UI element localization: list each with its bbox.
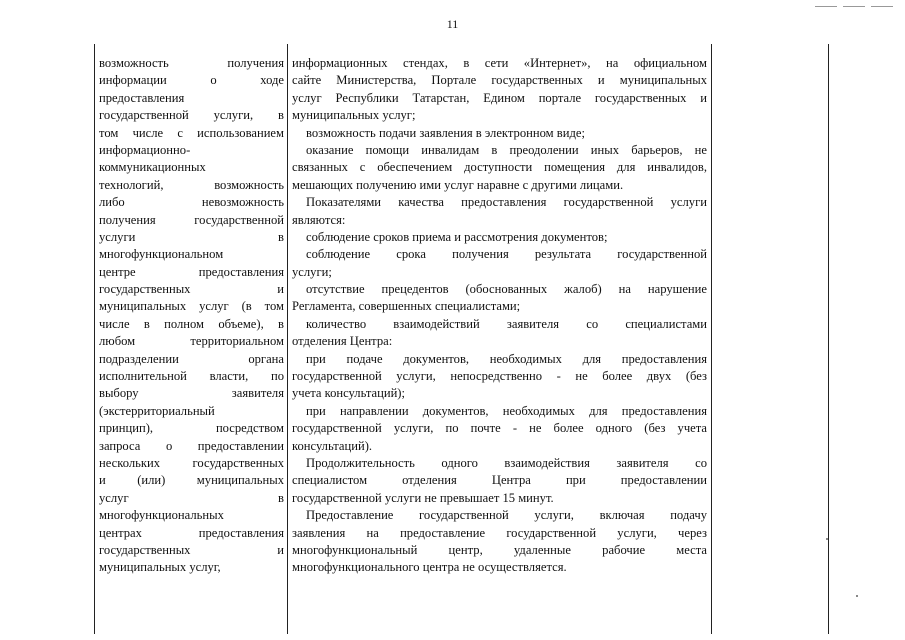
- text-line: муниципальных услуг;: [292, 108, 416, 123]
- text-line: любом территориальном: [99, 334, 284, 349]
- text-line: являются:: [292, 212, 346, 227]
- text-line: государственной услуги не превышает 15 минут.: [292, 490, 554, 505]
- text-line: многофункциональный центр, удаленные рабочие места: [292, 542, 707, 557]
- text-line: числе в полном объеме), в: [99, 316, 284, 331]
- text-line: информационно-: [99, 142, 191, 157]
- text-line: выбору заявителя: [99, 386, 284, 401]
- text-line: при подаче документов, необходимых для предоставления: [306, 351, 707, 366]
- text-line: многофункциональных: [99, 508, 224, 523]
- text-line: отделения Центра:: [292, 334, 393, 349]
- page-number: 11: [446, 17, 459, 31]
- text-line: услуг в: [99, 490, 284, 505]
- text-line: нескольких государственных: [99, 455, 284, 470]
- text-line: технологий, возможность: [99, 177, 284, 192]
- text-line: Предоставление государственной услуги, включая подачу: [306, 508, 707, 523]
- text-line: при направлении документов, необходимых для предоставления: [306, 403, 707, 418]
- text-line: государственных и: [99, 542, 284, 557]
- text-line: предоставления: [99, 90, 185, 105]
- text-line: центрах предоставления: [99, 525, 284, 540]
- text-line: исполнительной власти, по: [99, 369, 284, 384]
- text-line: муниципальных услуг (в том: [99, 299, 284, 314]
- text-line: мешающих получению ими услуг наравне с другими лицами.: [292, 177, 624, 192]
- text-line: Продолжительность одного взаимодействия заявителя со: [306, 455, 707, 470]
- text-line: коммуникационных: [99, 160, 206, 175]
- text-line: услуги в: [99, 229, 284, 244]
- text-line: специалистом отделения Центра при предоставлении: [292, 473, 707, 488]
- text-line: том числе с использованием: [99, 125, 284, 140]
- text-line: информационных стендах, в сети «Интернет», на официальном: [292, 56, 707, 70]
- scan-marks: [815, 6, 893, 7]
- text-line: связанных с обеспечением доступности помещения для инвалидов,: [292, 160, 707, 175]
- text-line: государственной услуги, по почте - не более одного (без учета: [292, 421, 707, 436]
- text-line: государственных и: [99, 282, 284, 297]
- text-line: количество взаимодействий заявителя со специалистами: [306, 316, 707, 331]
- text-line: (экстерриториальный: [99, 403, 215, 418]
- text-line: отсутствие прецедентов (обоснованных жалоб) на нарушение: [306, 282, 707, 297]
- left-column: [95, 44, 288, 634]
- text-line: принцип), посредством: [99, 421, 284, 436]
- text-line: услуг Республики Татарстан, Едином портале государственных и: [292, 90, 707, 105]
- text-line: государственной услуги, непосредственно - не более двух (без: [292, 369, 707, 384]
- text-line: консультаций).: [292, 438, 373, 453]
- text-line: соблюдение сроков приема и рассмотрения документов;: [306, 229, 608, 244]
- text-line: государственной услуги, в: [99, 108, 284, 123]
- text-line: запроса о предоставлении: [99, 438, 284, 453]
- text-line: многофункционального центра не осуществляется.: [292, 560, 567, 575]
- text-line: сайте Министерства, Портале государственных и муниципальных: [292, 73, 707, 88]
- document-table: [94, 44, 829, 634]
- text-line: либо невозможность: [99, 195, 284, 210]
- scan-dot: [856, 595, 858, 597]
- text-line: подразделении органа: [99, 351, 284, 366]
- text-line: муниципальных услуг,: [99, 560, 221, 575]
- text-line: услуги;: [292, 264, 332, 279]
- right-column: [288, 44, 712, 634]
- text-line: заявления на предоставление государственной услуги, через: [292, 525, 707, 540]
- text-line: учета консультаций);: [292, 386, 406, 401]
- text-line: оказание помощи инвалидам в преодолении иных барьеров, не: [306, 142, 707, 157]
- text-line: возможность получения: [99, 56, 284, 70]
- text-line: центре предоставления: [99, 264, 284, 279]
- text-line: информации о ходе: [99, 73, 284, 88]
- text-line: соблюдение срока получения результата государственной: [306, 247, 707, 262]
- text-line: возможность подачи заявления в электронном виде;: [306, 125, 585, 140]
- empty-column: [712, 44, 829, 634]
- text-line: и (или) муниципальных: [99, 473, 284, 488]
- text-line: получения государственной: [99, 212, 284, 227]
- text-line: многофункциональном: [99, 247, 224, 262]
- text-line: Регламента, совершенных специалистами;: [292, 299, 521, 314]
- text-line: Показателями качества предоставления государственной услуги: [306, 195, 707, 210]
